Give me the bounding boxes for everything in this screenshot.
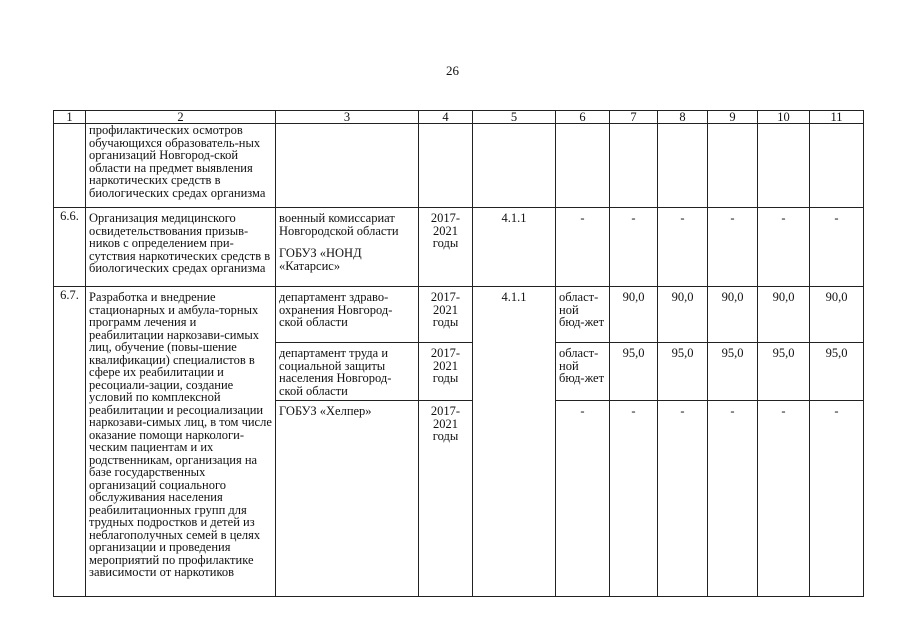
value-cell: 95,0 [810,343,864,401]
page-number: 26 [446,63,459,78]
source-cell: - [556,401,610,597]
value-cell: - [610,401,658,597]
column-number-header [54,111,864,124]
value-cell: 95,0 [610,343,658,401]
activity-name-cell: Организация медицинского освидетельствования призыв-ников с определением при-сутствия наркотических средств в биологических средах организма [86,208,276,287]
value-cell: - [610,208,658,287]
value-cell [610,124,658,208]
program-activities-table [53,110,864,597]
table-row-6-7 [54,287,864,343]
value-cell [708,124,758,208]
column-header: 6 [556,111,610,124]
executor-text: ГОБУЗ «НОНД «Катарсис» [279,246,362,273]
period-cell: 2017-2021 годы [419,287,473,343]
executor-cell: ГОБУЗ «Хелпер» [276,401,419,597]
period-cell: 2017-2021 годы [419,208,473,287]
value-cell: 95,0 [658,343,708,401]
value-cell [658,124,708,208]
indicator-cell: 4.1.1 [473,208,556,287]
column-header: 9 [708,111,758,124]
value-cell [758,124,810,208]
column-header: 2 [86,111,276,124]
activity-name-cell: профилактических осмотров обучающихся образователь-ных организаций Новгород-ской области на предмет выявления наркотических средств в биологических средах организма [86,124,276,208]
value-cell: 90,0 [610,287,658,343]
table-row-6-6 [54,208,864,287]
value-cell: - [658,401,708,597]
value-cell [810,124,864,208]
source-cell: - [556,208,610,287]
value-cell: - [758,401,810,597]
row-number-cell: 6.6. [54,208,86,287]
period-cell: 2017-2021 годы [419,401,473,597]
column-header: 1 [54,111,86,124]
column-header: 3 [276,111,419,124]
period-cell: 2017-2021 годы [419,343,473,401]
executor-text: военный комиссариат Новгородской области [279,211,399,238]
activity-name-cell: Разработка и внедрение стационарных и амбула-торных программ лечения и реабилитации наркозави-симых лиц, обучение (повы-шение квалификации) специалистов в сфере их реабилитации и ресоциали-зации, создание условий по комплексной реабилитации и ресоциализации наркозави-симых лиц, в том числе оказание помощи наркологи-ческим пациентам и их родственникам, организация на базе государственных организаций социального обслуживания населения реабилитационных групп для трудных подростков и детей из неблагополучных семей в целях организации и проведения мероприятий по профилактике зависимости от наркотиков [86,287,276,597]
source-cell [556,124,610,208]
column-header: 10 [758,111,810,124]
value-cell: - [758,208,810,287]
source-cell: област-ной бюд-жет [556,287,610,343]
executor-cell [276,124,419,208]
row-number-cell: 6.7. [54,287,86,597]
value-cell: - [658,208,708,287]
column-header: 7 [610,111,658,124]
value-cell: - [810,208,864,287]
column-header: 4 [419,111,473,124]
column-header: 11 [810,111,864,124]
row-number-cell [54,124,86,208]
column-header: 5 [473,111,556,124]
value-cell: 95,0 [708,343,758,401]
executor-cell: департамент здраво-охранения Новгород-ской области [276,287,419,343]
value-cell: 90,0 [658,287,708,343]
indicator-cell [473,124,556,208]
value-cell: - [810,401,864,597]
value-cell: 90,0 [758,287,810,343]
table-row-continuation [54,124,864,208]
period-cell [419,124,473,208]
indicator-cell: 4.1.1 [473,287,556,597]
value-cell: 90,0 [810,287,864,343]
value-cell: - [708,208,758,287]
value-cell: 90,0 [708,287,758,343]
source-cell: област-ной бюд-жет [556,343,610,401]
value-cell: 95,0 [758,343,810,401]
value-cell: - [708,401,758,597]
column-header: 8 [658,111,708,124]
executor-cell [276,208,419,287]
executor-cell: департамент труда и социальной защиты населения Новгород-ской области [276,343,419,401]
